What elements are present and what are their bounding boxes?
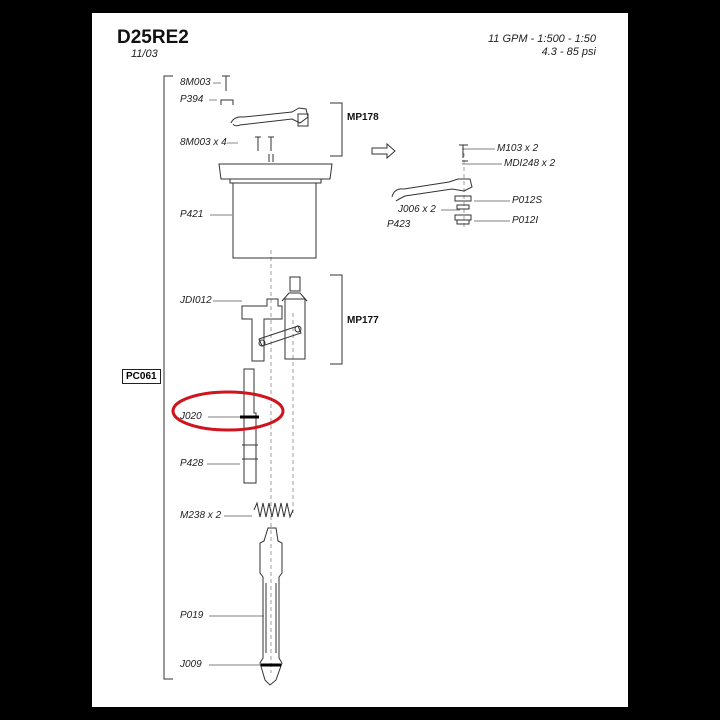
spec-flow-ratio: 11 GPM - 1:500 - 1:50 bbox=[487, 33, 596, 45]
label-j006-x2: J006 x 2 bbox=[398, 204, 436, 215]
label-p019: P019 bbox=[180, 610, 204, 621]
label-j009: J009 bbox=[180, 659, 202, 670]
group-label-mp178: MP178 bbox=[347, 112, 379, 123]
label-p423: P423 bbox=[387, 219, 411, 230]
pc061-bracket bbox=[164, 76, 173, 679]
label-m103-x2: M103 x 2 bbox=[497, 143, 539, 154]
label-j020: J020 bbox=[180, 411, 202, 422]
label-p012s: P012S bbox=[512, 195, 543, 206]
label-p421: P421 bbox=[180, 209, 204, 220]
label-m238-x2: M238 x 2 bbox=[180, 510, 222, 521]
label-8m003: 8M003 bbox=[180, 77, 211, 88]
spec-pressure: 4.3 - 85 psi bbox=[541, 46, 596, 58]
model-title: D25RE2 bbox=[117, 27, 189, 48]
group-label-mp177: MP177 bbox=[347, 315, 379, 326]
label-p428: P428 bbox=[180, 458, 204, 469]
mp178-bracket bbox=[330, 103, 342, 156]
parts-diagram-sheet bbox=[92, 13, 628, 707]
label-p012i: P012I bbox=[512, 215, 539, 226]
revision-date: 11/03 bbox=[131, 48, 158, 60]
group-label-pc061: PC061 bbox=[122, 369, 161, 384]
label-p394: P394 bbox=[180, 94, 204, 105]
label-jdi012: JDI012 bbox=[180, 295, 212, 306]
label-8m003-x4: 8M003 x 4 bbox=[180, 137, 227, 148]
mp177-bracket bbox=[330, 275, 342, 364]
label-mdi248-x2: MDI248 x 2 bbox=[504, 158, 556, 169]
